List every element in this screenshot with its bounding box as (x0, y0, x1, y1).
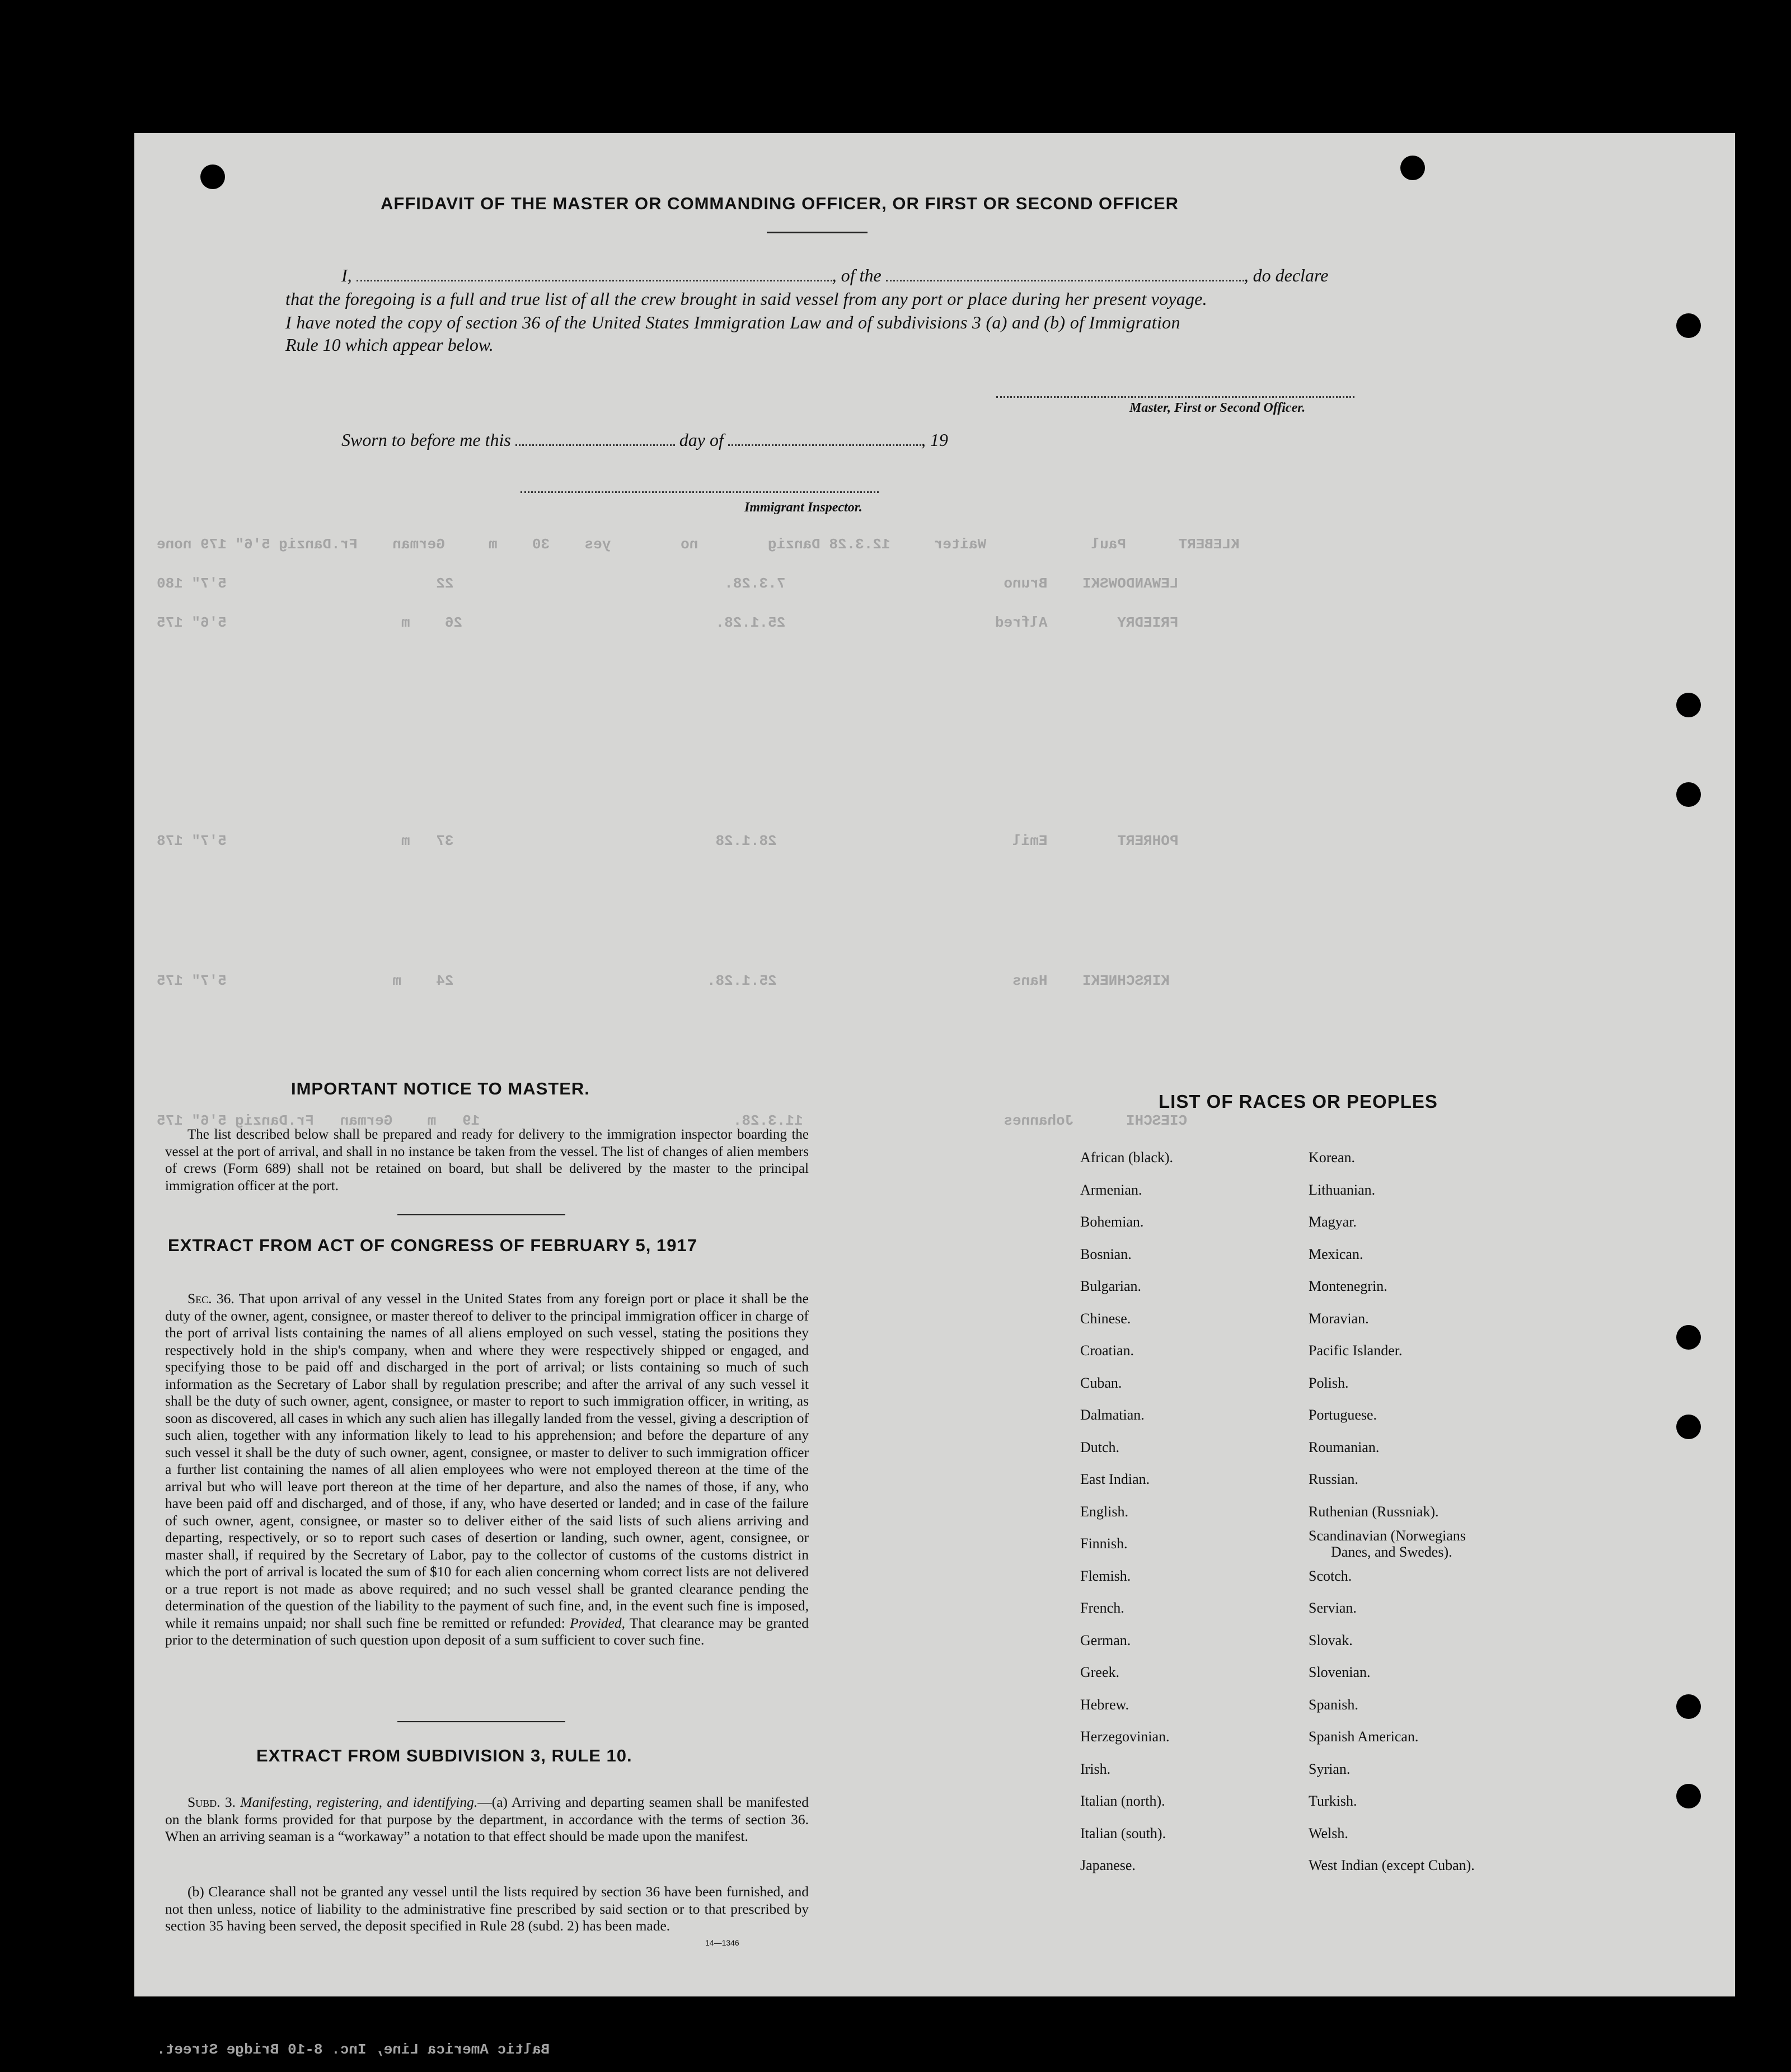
race-item: Mexican. (1309, 1246, 1363, 1262)
act-text (165, 1290, 809, 1649)
race-item: Scotch. (1309, 1567, 1352, 1584)
race-item: English. (1080, 1503, 1128, 1520)
divider (397, 1214, 565, 1215)
sec-label: Sec. 36. (187, 1290, 235, 1307)
race-item: Cuban. (1080, 1374, 1122, 1391)
inspector-signature-label: Immigrant Inspector. (744, 500, 862, 515)
punch-hole (1676, 1325, 1701, 1350)
race-item: Roumanian. (1309, 1439, 1380, 1455)
race-item: Welsh. (1309, 1825, 1348, 1841)
race-item: Slovenian. (1309, 1664, 1371, 1680)
declarant-name-field[interactable] (357, 279, 832, 281)
races-left-column (1080, 1141, 1173, 1882)
year-label: , 19 (921, 430, 948, 450)
divider (767, 232, 868, 233)
race-item: Greek. (1080, 1664, 1120, 1680)
vessel-name-field[interactable] (886, 279, 1244, 281)
race-item: Finnish. (1080, 1535, 1128, 1552)
race-item: Pacific Islander. (1309, 1342, 1403, 1359)
subd-label: Subd. 3. (187, 1794, 236, 1810)
race-item: Montenegrin. (1309, 1278, 1387, 1294)
bleed-through-row: CIESCHI Johannes 11.3.28. 19 m German Fr.Danzig 5'6" 175 (157, 1112, 1188, 1129)
race-item: Italian (south). (1080, 1825, 1166, 1841)
inspector-signature-line[interactable] (521, 491, 879, 493)
race-item: African (black). (1080, 1149, 1174, 1166)
act-title: EXTRACT FROM ACT OF CONGRESS OF FEBRUARY 5, 1917 (168, 1235, 697, 1255)
bleed-through-row: KLEBERT Paul Waiter 12.3.28 Danzig no yes 30 m German Fr.Danzig 5'6" 179 none (157, 536, 1240, 553)
notice-text: The list described below shall be prepared and ready for delivery to the immigration inspector boarding the vessel at the port of arrival, and shall in no instance be taken from the vessel. The list of changes of alien members of crews (Form 689) shall not be retained on board, but shall be delivered by the master to the principal immigration officer at the port. (165, 1127, 809, 1194)
punch-hole (1676, 1415, 1701, 1439)
bleed-through-row: FRIEDRY Alfred 25.1.28. 26 m 5'6" 175 (157, 614, 1179, 631)
sworn-month-field[interactable] (728, 444, 921, 446)
subdivision-text (165, 1794, 809, 1845)
race-item: Spanish. (1309, 1696, 1358, 1713)
race-item: Syrian. (1309, 1760, 1351, 1777)
race-item-continuation: Danes, and Swedes). (1331, 1544, 1452, 1560)
races-title: LIST OF RACES OR PEOPLES (1159, 1091, 1438, 1112)
sworn-label: Sworn to before me this (341, 430, 511, 450)
notice-title: IMPORTANT NOTICE TO MASTER. (291, 1079, 590, 1098)
subd-a-text: —(a) Arriving and departing seamen shall be manifested on the blank forms provided for that purpose by the department, in accordance with the terms of section 36. When an arriving seaman is a “workaway” a notation to that effect should be made upon the manifest. (165, 1794, 809, 1844)
race-item: Dutch. (1080, 1439, 1120, 1455)
punch-hole (1676, 1784, 1701, 1808)
sec-36-text: That upon arrival of any vessel in the United States from any foreign port or place it shall be the duty of the owner, agent, consignee, or master thereof to deliver to the principal immigration officer in charge of the port of arrival lists containing the names of all aliens employed on such vessel, stating the positions they respectively hold in the ship's company, when and where they were respectively shipped or engaged, and specifying those to be paid off and discharged in the port of arrival; or lists containing so much of such information as the Secretary of Labor shall by regulation prescribe; and after the arrival of any such vessel it shall be the duty of such owner, agent, consignee, or master to report to such immigration officer, in writing, as soon as discovered, all cases in which any such alien has illegally landed from the vessel, giving a description of such alien, together with any information likely to lead to his apprehension; and before the departure of any such vessel it shall be the duty of such owner, agent, consignee, or master to deliver to such immigration officer a further list containing the names of all alien employees who were not employed thereon at the time of the arrival but who will leave port thereon at the time of her departure, and also the names of those, if any, who have been paid off and discharged, and of those, if any, who have deserted or landed; and in case of the failure of such owner, agent, consignee, or master so to deliver either of the said lists of such aliens arriving and departing, respectively, or so to report such cases of desertion or landing, such owner, agent, consignee, or master shall, if required by the Secretary of Labor, pay to the collector of customs of the customs district in which the port of arrival is located the sum of $10 for each alien concerning whom correct lists are not delivered or a true report is not made as above required; and no such vessel shall be granted clearance pending the determination of the question of the liability to the payment of such fine, and, in the event such fine is imposed, while it remains unpaid; nor shall such fine be remitted or refunded: (165, 1290, 809, 1631)
race-item: West Indian (except Cuban). (1309, 1857, 1475, 1873)
race-item: Slovak. (1309, 1632, 1353, 1648)
race-item: Flemish. (1080, 1567, 1131, 1584)
declare-label: , do declare (1244, 265, 1329, 285)
race-item: Lithuanian. (1309, 1181, 1376, 1198)
document-page (134, 133, 1735, 2058)
bleed-through-row: Baltic America Line, Inc. 8-10 Bridge Street. (157, 2041, 550, 2058)
race-item: Korean. (1309, 1149, 1356, 1166)
bleed-through-row: KIRSCHNEKI Hans 25.1.28. 24 m 5'7" 175 (157, 972, 1170, 989)
punch-hole (1676, 1694, 1701, 1719)
sworn-day-field[interactable] (515, 444, 675, 446)
race-item: Hebrew. (1080, 1696, 1129, 1713)
race-item: Polish. (1309, 1374, 1349, 1391)
race-item: Chinese. (1080, 1310, 1131, 1327)
vessel-label: , of the (832, 265, 882, 285)
race-item: German. (1080, 1632, 1131, 1648)
punch-hole (1676, 693, 1701, 717)
bleed-through-row: POHRERT Emil 28.1.28 37 m 5'7" 178 (157, 833, 1179, 849)
punch-hole (1676, 782, 1701, 807)
race-item: French. (1080, 1600, 1124, 1616)
race-item: Croatian. (1080, 1342, 1134, 1359)
day-of-label: day of (679, 430, 724, 450)
race-item: Bosnian. (1080, 1246, 1132, 1262)
divider (397, 1721, 565, 1722)
affidavit-title: AFFIDAVIT OF THE MASTER OR COMMANDING OFFICER, OR FIRST OR SECOND OFFICER (381, 194, 1179, 213)
sworn-line (341, 430, 948, 450)
race-item: Irish. (1080, 1760, 1111, 1777)
proviso-label: Provided, (570, 1614, 625, 1631)
subdivision-b-text: (b) Clearance shall not be granted any vessel until the lists required by section 36 have been furnished, and not then unless, notice of liability to the administrative fine prescribed by said section or to that prescribed by section 35 having been served, the deposit specified in Rule 28 (subd. 2) has been made. (165, 1883, 809, 1934)
race-item: Spanish American. (1309, 1728, 1419, 1745)
subdivision-title: EXTRACT FROM SUBDIVISION 3, RULE 10. (256, 1746, 632, 1765)
race-item: Servian. (1309, 1600, 1357, 1616)
race-item: Turkish. (1309, 1793, 1357, 1809)
form-number: 14—1346 (705, 1938, 739, 1947)
race-item: Armenian. (1080, 1181, 1142, 1198)
race-item-line: Scandinavian (Norwegians (1309, 1528, 1466, 1544)
race-item: Magyar. (1309, 1214, 1357, 1230)
master-signature-line[interactable] (996, 396, 1354, 398)
subd-heading: Manifesting, registering, and identifying. (240, 1794, 478, 1810)
declarant-label: I, (341, 265, 352, 285)
races-right-column (1309, 1141, 1475, 1882)
proviso-text: That clearance may be granted prior to the determination of such question upon deposit of a sum sufficient to cover such fine. (165, 1614, 809, 1648)
race-item: Russian. (1309, 1471, 1358, 1487)
race-item: Herzegovinian. (1080, 1728, 1170, 1745)
race-item: Dalmatian. (1080, 1407, 1145, 1423)
affidavit-line1 (341, 265, 1328, 286)
race-item: East Indian. (1080, 1471, 1150, 1487)
race-item: Bulgarian. (1080, 1278, 1142, 1294)
race-item: Bohemian. (1080, 1214, 1144, 1230)
punch-hole (1400, 156, 1425, 180)
bleed-through-row: LEWANDOWSKI Bruno 7.3.28. 22 5'7" 180 (157, 575, 1179, 592)
affidavit-line3: I have noted the copy of section 36 of the United States Immigration Law and of subdivisions 3 (a) and (b) of Immigration (285, 312, 1180, 332)
race-item: Japanese. (1080, 1857, 1136, 1873)
affidavit-line4: Rule 10 which appear below. (285, 335, 494, 355)
race-item (1309, 1528, 1475, 1560)
race-item: Ruthenian (Russniak). (1309, 1503, 1439, 1520)
race-item: Moravian. (1309, 1310, 1369, 1327)
affidavit-line2: that the foregoing is a full and true list of all the crew brought in said vessel from any port or place during her present voyage. (285, 289, 1207, 309)
race-item: Portuguese. (1309, 1407, 1377, 1423)
master-signature-label: Master, First or Second Officer. (1129, 401, 1306, 415)
punch-hole (200, 165, 225, 189)
punch-hole (1676, 313, 1701, 338)
race-item: Italian (north). (1080, 1793, 1165, 1809)
